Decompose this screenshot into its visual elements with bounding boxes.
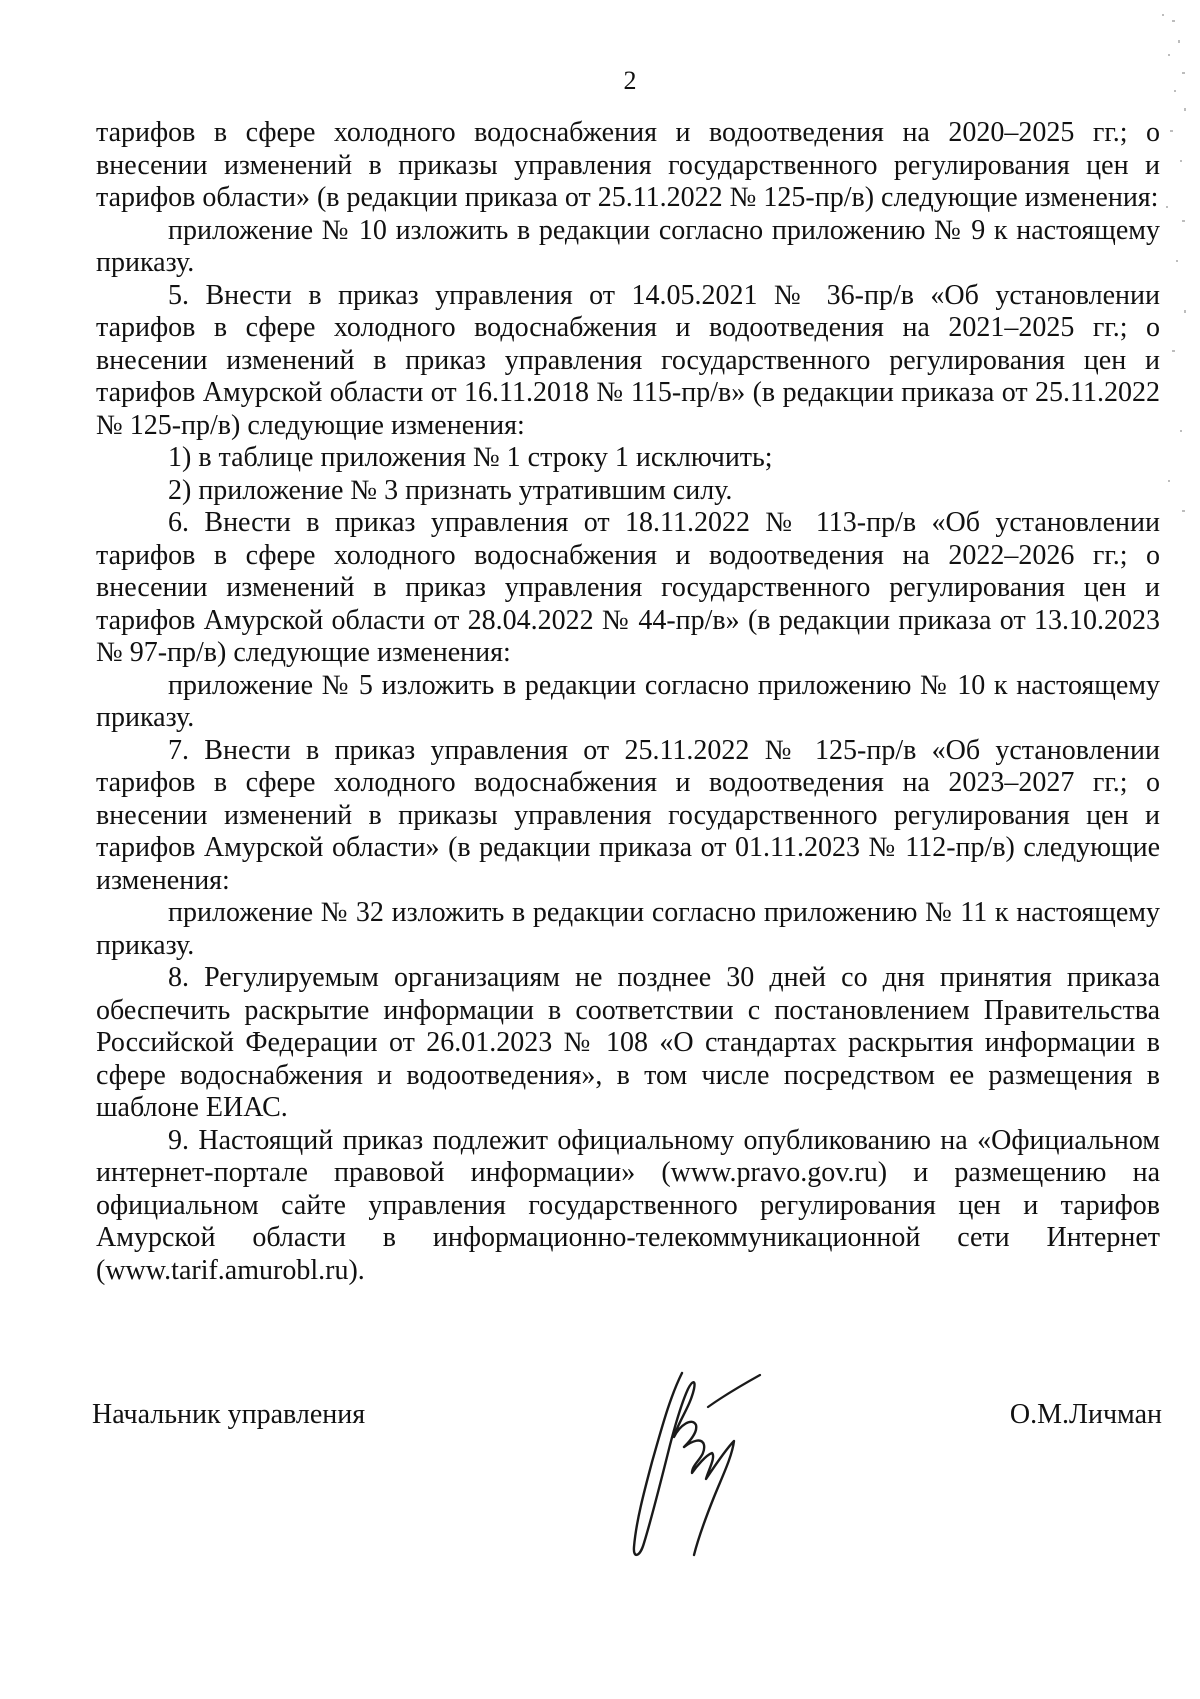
paragraph-continuation: тарифов в сфере холодного водоснабжения и водоотведения на 2020–2025 гг.; о внесении изменений в приказы управления государственного регулирования цен и тарифов области» (в редакции приказа от 25.11.2022 № 125-пр/в) следующие изменения:	[96, 117, 1160, 213]
paragraph-item-8: 8. Регулируемым организациям не позднее 30 дней со дня принятия приказа обеспечить раскрытие информации в соответствии с постановлением Правительства Российской Федерации от 26.01.2023 № 108 «О стандартах раскрытия информации в сфере водоснабжения и водоотведения», в том числе посредством ее размещения в шаблоне ЕИАС.	[96, 962, 1160, 1123]
document-body	[96, 117, 1160, 1287]
handwritten-signature	[622, 1367, 782, 1567]
scan-artifact-noise	[1132, 10, 1192, 530]
signatory-name: О.М.Личман	[1009, 1399, 1162, 1430]
paragraph-item-6: 6. Внести в приказ управления от 18.11.2022 № 113-пр/в «Об установлении тарифов в сфере холодного водоснабжения и водоотведения на 2022–2026 гг.; о внесении изменений в приказ управления государственного регулирования цен и тарифов Амурской области от 28.04.2022 № 44-пр/в» (в редакции приказа от 13.10.2023 № 97-пр/в) следующие изменения:	[96, 507, 1160, 668]
paragraph-item-9: 9. Настоящий приказ подлежит официальному опубликованию на «Официальном интернет-портале правовой информации» (www.pravo.gov.ru) и размещению на официальном сайте управления государственного регулирования цен и тарифов Амурской области в информационно-телекоммуникационной сети Интернет (www.tarif.amurobl.ru).	[96, 1124, 1160, 1286]
paragraph-appendix-5: приложение № 5 изложить в редакции согласно приложению № 10 к настоящему приказу.	[96, 669, 1160, 733]
paragraph-appendix-32: приложение № 32 изложить в редакции согласно приложению № 11 к настоящему приказу.	[96, 897, 1160, 961]
paragraph-item-5-1: 1) в таблице приложения № 1 строку 1 исключить;	[168, 442, 773, 473]
paragraph-appendix-10: приложение № 10 изложить в редакции согласно приложению № 9 к настоящему приказу.	[96, 214, 1160, 278]
paragraph-item-5: 5. Внести в приказ управления от 14.05.2021 № 36-пр/в «Об установлении тарифов в сфере холодного водоснабжения и водоотведения на 2021–2025 гг.; о внесении изменений в приказ управления государственного регулирования цен и тарифов Амурской области от 16.11.2018 № 115-пр/в» (в редакции приказа от 25.11.2022 № 125-пр/в) следующие изменения:	[96, 279, 1160, 441]
signatory-title: Начальник управления	[92, 1399, 366, 1430]
signature-block	[92, 1385, 1162, 1565]
paragraph-item-5-2: 2) приложение № 3 признать утратившим силу.	[168, 474, 733, 506]
page-number: 2	[623, 66, 637, 95]
paragraph-item-7: 7. Внести в приказ управления от 25.11.2022 № 125-пр/в «Об установлении тарифов в сфере холодного водоснабжения и водоотведения на 2023–2027 гг.; о внесении изменений в приказы управления государственного регулирования цен и тарифов Амурской области» (в редакции приказа от 01.11.2023 № 112-пр/в) следующие изменения:	[96, 734, 1160, 896]
